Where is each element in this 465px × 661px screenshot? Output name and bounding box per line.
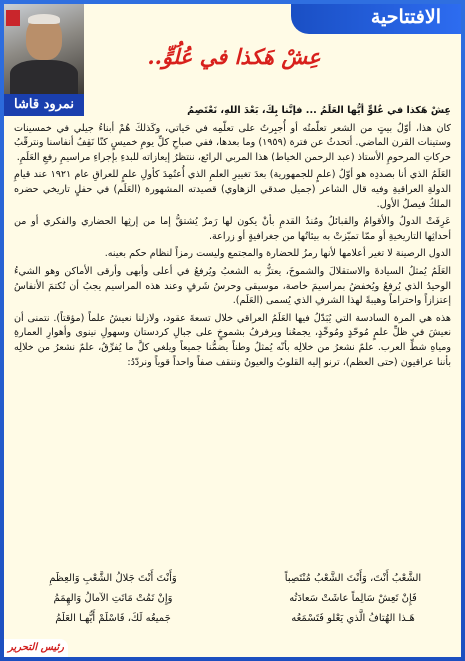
poem-hemistich-left: وَأَنْتَ أَنْتَ جَلالُ الشَّعْبِ وَالعِظَمِ bbox=[49, 573, 177, 584]
flag-graphic bbox=[6, 10, 20, 26]
paragraph: العَلَمُ يُمثلُ السيادةَ والاستقلالَ والشموخَ، يعتزُّ به الشعبُ ويُرفعُ في أعلى وأبهى وأرقى الأماكن وهو الشيءُ الوحيدُ الذي يُرفعُ ويُخفضُ بمراسيمَ خاصة، موسيقى وحرسُ شَرفٍ وعند هذه المراسيم يجبُ أن تُكتمَ الأنفاسُ إعتزازاً واحتراماً وهيبةً لهذا الشرفِ الذي يُسمى (العَلَم). bbox=[14, 265, 451, 307]
poem-block bbox=[18, 569, 448, 629]
poem-hemistich-right: هَـذا الهُتافُ الَّذي يَعْلو فَتَسْمَعُه bbox=[291, 613, 415, 624]
poem-row bbox=[18, 609, 448, 629]
editor-signature: رئيس التحرير bbox=[4, 639, 68, 657]
article-title: عِشْ هَكذا في عُلُوٍّ.. bbox=[147, 44, 321, 69]
poem-row bbox=[18, 589, 448, 609]
paragraph: عَرِفَتْ الدولُ والأقوامُ والقبائلُ ومُنذُ القدمِ بأنْ يكون لها رَمزٌ يُشتقُّ إما من إرثِها الحضاري والفكري أو من أحداثِها التاريخيةِ أو ممّا تميّزتْ به بيئاتُها من جغرافيةٍ أو زراعة. bbox=[14, 216, 451, 242]
paragraph: العَلَمُ الذي أنا بصددِه هو أوّلُ (علمٍ للجمهورية) بعدَ تغييرِ العلمِ الذي أُعتُمِدَ كأولِ علمٍ للعراقِ عام ١٩٢١ عند قيامِ الدولةِ العراقيةِ وفيه قال الشاعر (جميل صدقي الزهاوي) قصيدته المشهورة (العَلَم) في حفلٍ تاريخي حضره الملكُ فيصلُ الأول. bbox=[14, 169, 451, 210]
article-body bbox=[14, 104, 451, 373]
poem-row bbox=[18, 569, 448, 589]
poem-hemistich-left: وَإِنْ تَمُتْ مَاتَتِ الآمالُ وَالهِمَمُ bbox=[53, 593, 173, 604]
paragraph: الدول الرصينة لا تغير أعلامها لأنها رمزُ للحضارة والمجتمع وليست رمزاً لنظام حكم بعينه. bbox=[104, 248, 451, 260]
poem-hemistich-right: الشَّعْبُ أَنْتَ، وَأَنْتَ الشَّعْبُ مُنْتَصِباً bbox=[284, 573, 422, 584]
poem-hemistich-left: جَميعُه لَكَ، فَاسْلَمْ أَيُّهـا العَلَمُ bbox=[55, 613, 171, 624]
paragraph-opening-verse: عِشْ هَكذا في عُلوٍّ أيُّها العَلَمُ ... فإنَّنا بِكَ، بَعْدَ اللهِ، نَعْتَصِمُ bbox=[187, 105, 451, 116]
paragraph: كان هذا، أوّلُ بيتٍ من الشعر تعلّمتُه أو أُجبِرتُ على تعلّمِه في حَياتي، وكَذلكَ هُمْ أبناءُ جيلي في خمسينات وستينات القرن الماضي. أتحدثُ عن فترة (١٩٥٩) وما بعدها، ففي صباحِ كلِّ يومِ خميسٍ كنّا نَقِفُ أنفاسنا ونترقّبُ حركاتِ المرحومِ الأستاذ (عبد الرحمن الخياط) هذا المربي الرائع، ننتظرُ إيعازاته للبدءِ بإجراءِ مراسيمِ رفعِ العَلَمِ. bbox=[14, 122, 452, 163]
poem-hemistich-right: فَإِنْ تَعِشْ سَالِماً عاشَتْ سَعادَتُه bbox=[289, 593, 417, 604]
article-panel bbox=[4, 4, 461, 657]
author-name: نمرود قاشا bbox=[4, 94, 84, 116]
section-banner bbox=[291, 4, 461, 34]
author-body-graphic bbox=[10, 60, 78, 94]
author-photo bbox=[4, 4, 84, 94]
author-hair-graphic bbox=[28, 14, 60, 24]
section-label: الافتتاحية bbox=[370, 6, 441, 28]
paragraph: هذه هي المرة السادسة التي يُبَدّلُ فيها العَلَمُ العراقي خلال تسعةَ عقود، ولازلنا نعيشُ علماً (مؤقتاً). نتمنى أن نعيشَ في ظلِّ علمٍ مُوحّدٍ ومُوحِّدٍ، يجمعُنا ويرفرفُ بشموخٍ على جبالِ كردستان وسهولِ نينوى وأهوارِ العمارةِ ومياهِ شطِّ العرب. علمٌ نشعرُ من خلالِه بأنّه يُمثلُ وطناً يضمُّنا جميعاً ويلغي كلَّ ما يُفرِّقُ، علمٌ نشعرُ من خلالِه بأننا عراقيون (حتى العظم)، ترنو إليه القلوبُ والعيونُ وننقف صفاً واحداً قوياً ونردّدُ: bbox=[14, 312, 451, 368]
